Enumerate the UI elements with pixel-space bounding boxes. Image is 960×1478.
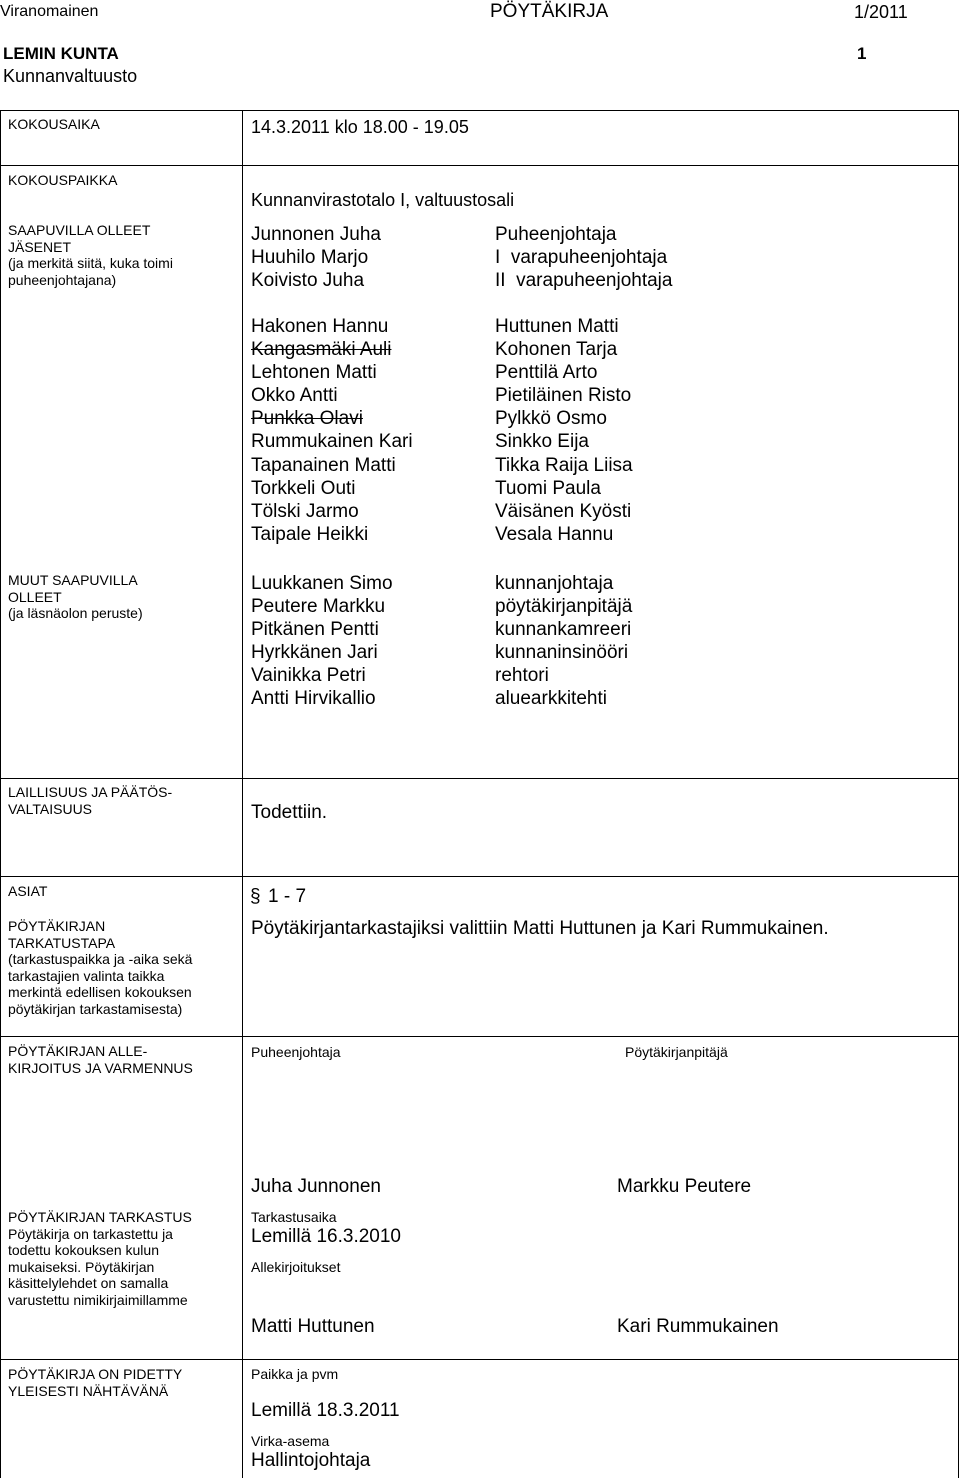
secretary-caption: Pöytäkirjanpitäjä — [625, 1044, 728, 1060]
attendee-role: kunnankamreeri — [495, 619, 632, 641]
quorum-value: Todettiin. — [251, 802, 328, 823]
member-name: Taipale Heikki — [251, 523, 369, 545]
meeting-time-label: KOKOUSAIKA — [8, 116, 100, 132]
attendee-name: Pitkänen Pentti — [251, 619, 379, 641]
attendee-role: aluearkkitehti — [495, 688, 607, 710]
chair-roles — [495, 223, 672, 292]
attendee-name: Antti Hirvikallio — [251, 688, 376, 710]
review-method-value: Pöytäkirjantarkastajiksi valittiin Matti Huttunen ja Kari Rummukainen. — [251, 918, 829, 939]
member-name: Hakonen Hannu — [251, 316, 389, 337]
member-name-absent: Kangasmäki Auli — [251, 339, 392, 361]
section-sign: § — [250, 886, 261, 907]
row-divider — [0, 165, 959, 166]
member-name: Pylkkö Osmo — [495, 408, 607, 430]
member-name: Tapanainen Matti — [251, 454, 396, 476]
chair-name: Junnonen Juha — [251, 224, 381, 245]
items-range: 1 - 7 — [268, 886, 307, 907]
row-divider — [0, 778, 959, 779]
member-name: Rummukainen Kari — [251, 431, 413, 453]
office-value: Hallintojohtaja — [251, 1450, 371, 1471]
document-type: PÖYTÄKIRJA — [490, 1, 609, 22]
chair-name: Koivisto Juha — [251, 270, 365, 292]
meeting-place-value: Kunnanvirastotalo I, valtuustosali — [251, 190, 515, 210]
frame-left-border — [0, 110, 1, 1478]
attendee-name: Vainikka Petri — [251, 665, 366, 687]
others-label: MUUT SAAPUVILLA OLLEET (ja läsnäolon peruste) — [8, 572, 143, 621]
column-divider — [242, 110, 243, 1478]
secretary-signer-name: Markku Peutere — [617, 1176, 752, 1197]
items-label: ASIAT — [8, 883, 48, 899]
header-authority: Viranomainen — [0, 3, 99, 20]
attendee-name: Hyrkkänen Jari — [251, 642, 378, 664]
attendee-role: rehtori — [495, 665, 549, 687]
attendee-role: kunnanjohtaja — [495, 573, 614, 594]
attendee-name: Luukkanen Simo — [251, 573, 393, 594]
member-name: Tölski Jarmo — [251, 500, 359, 522]
chair-role: I varapuheenjohtaja — [495, 247, 668, 269]
body-name: Kunnanvaltuusto — [3, 66, 138, 86]
document-number: 1/2011 — [854, 2, 908, 22]
member-name: Kohonen Tarja — [495, 339, 618, 361]
meeting-place-label: KOKOUSPAIKKA — [8, 172, 118, 188]
page-number: 1 — [857, 44, 867, 63]
attendee-role: kunnaninsinööri — [495, 642, 629, 664]
member-name: Tikka Raija Liisa — [495, 454, 633, 476]
member-name: Penttilä Arto — [495, 362, 598, 384]
row-divider — [0, 1036, 959, 1037]
office-caption: Virka-asema — [251, 1433, 330, 1449]
member-name: Väisänen Kyösti — [495, 500, 632, 522]
chair-name: Huuhilo Marjo — [251, 247, 369, 269]
review-method-label: PÖYTÄKIRJAN TARKATUSTAPA (tarkastuspaikka ja -aika sekä tarkastajien valinta taikka merkintä edellisen kokouksen pöytäkirjan tarkastamisesta) — [8, 918, 193, 1017]
member-name: Sinkko Eija — [495, 431, 589, 453]
member-name: Okko Antti — [251, 385, 338, 407]
member-name: Vesala Hannu — [495, 523, 614, 545]
signatures-caption: Allekirjoitukset — [251, 1259, 341, 1275]
place-date-caption: Paikka ja pvm — [251, 1366, 339, 1382]
chair-signer-name: Juha Junnonen — [251, 1176, 381, 1197]
review-time-value: Lemillä 16.3.2010 — [251, 1226, 401, 1247]
attendee-name: Peutere Markku — [251, 596, 386, 618]
meeting-time-value: 14.3.2011 klo 18.00 - 19.05 — [251, 117, 469, 137]
place-date-value: Lemillä 18.3.2011 — [251, 1400, 400, 1421]
organization-name: LEMIN KUNTA — [3, 44, 119, 63]
others-roles — [495, 572, 632, 711]
chair-role: II varapuheenjohtaja — [495, 270, 673, 292]
frame-right-border — [958, 110, 959, 1478]
chair-caption: Puheenjohtaja — [251, 1044, 341, 1060]
members-label: SAAPUVILLA OLLEET JÄSENET (ja merkitä siitä, kuka toimi puheenjohtajana) — [8, 222, 173, 288]
members-left-list — [251, 315, 413, 546]
public-display-label: PÖYTÄKIRJA ON PIDETTY YLEISESTI NÄHTÄVÄNÄ — [8, 1366, 183, 1399]
row-divider — [0, 110, 959, 111]
reviewer-name: Kari Rummukainen — [617, 1316, 779, 1337]
reviewer-name: Matti Huttunen — [251, 1316, 375, 1337]
attendee-role: pöytäkirjanpitäjä — [495, 596, 633, 618]
row-divider — [0, 876, 959, 877]
member-name: Pietiläinen Risto — [495, 385, 632, 407]
chair-role: Puheenjohtaja — [495, 224, 617, 245]
member-name-absent: Punkka Olavi — [251, 408, 363, 430]
chair-names — [251, 223, 381, 292]
row-divider — [0, 1359, 959, 1360]
signature-label: PÖYTÄKIRJAN ALLE- KIRJOITUS JA VARMENNUS — [8, 1043, 193, 1076]
member-name: Torkkeli Outi — [251, 477, 356, 499]
member-name: Tuomi Paula — [495, 477, 601, 499]
member-name: Lehtonen Matti — [251, 362, 377, 384]
member-name: Huttunen Matti — [495, 316, 619, 337]
quorum-label: LAILLISUUS JA PÄÄTÖS- VALTAISUUS — [8, 784, 173, 817]
others-names — [251, 572, 393, 711]
members-right-list — [495, 315, 633, 546]
review-time-caption: Tarkastusaika — [251, 1209, 337, 1225]
review-label: PÖYTÄKIRJAN TARKASTUS Pöytäkirja on tarkastettu ja todettu kokouksen kulun mukaiseksi. Pöytäkirjan käsittelylehdet on samalla varustettu nimikirjaimillamme — [8, 1209, 192, 1308]
